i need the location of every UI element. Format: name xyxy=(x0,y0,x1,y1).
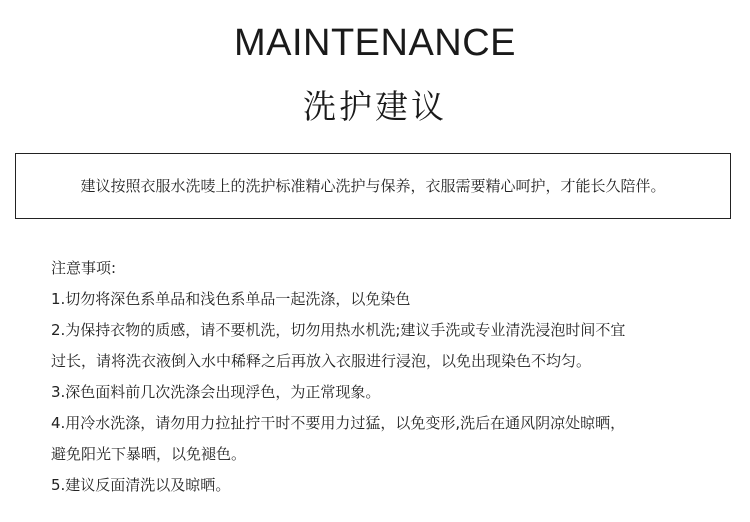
note-line: 避免阳光下暴晒，以免褪色。 xyxy=(51,445,247,463)
title-chinese: 洗护建议 xyxy=(303,87,447,126)
note-line: 4.用冷水洗涤，请勿用力拉扯拧干时不要用力过猛，以免变形,洗后在通风阴凉处晾晒， xyxy=(51,414,626,432)
intro-text: 建议按照衣服水洗唛上的洗护标准精心洗护与保养，衣服需要精心呵护，才能长久陪伴。 xyxy=(80,177,666,195)
note-line: 过长，请将洗衣液倒入水中稀释之后再放入衣服进行浸泡，以免出现染色不均匀。 xyxy=(51,352,592,370)
notes-heading: 注意事项: xyxy=(51,259,117,277)
note-line: 2.为保持衣物的质感，请不要机洗，切勿用热水机洗;建议手洗或专业清洗浸泡时间不宜 xyxy=(51,321,626,339)
note-line: 1.切勿将深色系单品和浅色系单品一起洗涤，以免染色 xyxy=(51,290,411,308)
intro-box xyxy=(15,153,731,219)
title-english: MAINTENANCE xyxy=(233,22,517,64)
note-line: 3.深色面料前几次洗涤会出现浮色，为正常现象。 xyxy=(51,383,381,401)
note-line: 5.建议反面清洗以及晾晒。 xyxy=(51,476,231,494)
notes-section xyxy=(51,253,741,501)
